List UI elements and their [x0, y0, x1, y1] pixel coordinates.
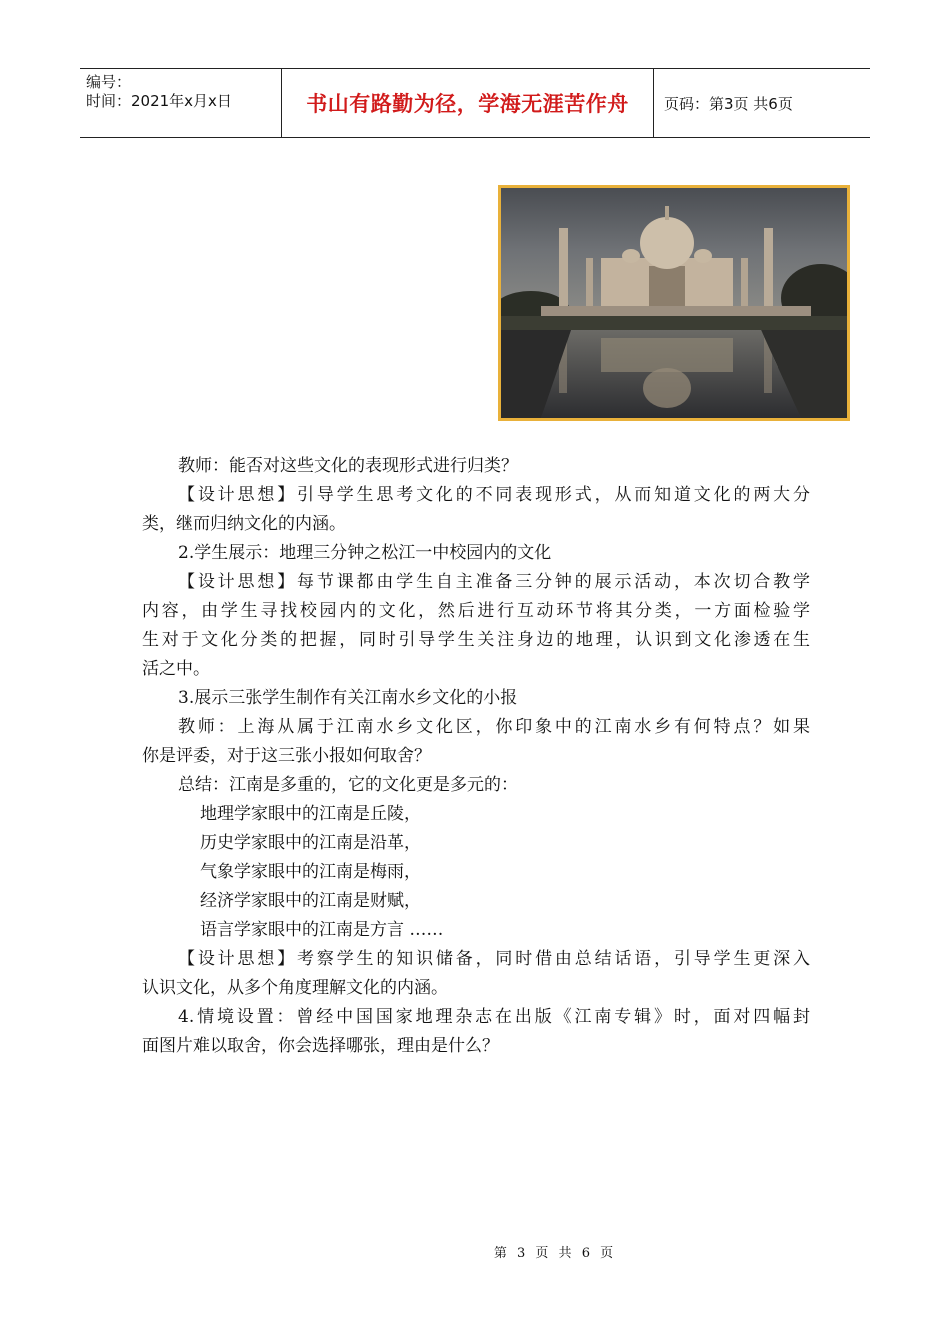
taj-mahal-illustration [501, 188, 847, 418]
document-number-label: 编号： [86, 73, 132, 91]
page-header [80, 68, 870, 138]
text-line: 2.学生展示：地理三分钟之松江一中校园内的文化 [178, 543, 552, 563]
text-line: 认识文化，从多个角度理解文化的内涵。 [142, 978, 448, 998]
text-line: 气象学家眼中的江南是梅雨， [200, 862, 421, 882]
header-motto-cell [282, 69, 654, 137]
page-footer: 第 3 页 共 6 页 [493, 1246, 617, 1261]
header-page-cell [654, 69, 870, 137]
header-page-label: 页码：第3页 共6页 [664, 94, 793, 113]
taj-mahal-photo [498, 185, 850, 421]
body-text [142, 452, 810, 1061]
text-line: 内容，由学生寻找校园内的文化，然后进行互动环节将其分类，一方面检验学 [142, 601, 810, 621]
document-time-label: 时间：2021年x月x日 [86, 92, 232, 110]
text-line: 生对于文化分类的把握，同时引导学生关注身边的地理，认识到文化渗透在生 [142, 630, 810, 650]
text-line: 历史学家眼中的江南是沿革， [200, 833, 421, 853]
text-line: 3.展示三张学生制作有关江南水乡文化的小报 [178, 688, 518, 708]
text-line: 经济学家眼中的江南是财赋， [200, 891, 421, 911]
text-line: 【设计思想】每节课都由学生自主准备三分钟的展示活动，本次切合教学 [178, 572, 810, 592]
text-line: 【设计思想】引导学生思考文化的不同表现形式，从而知道文化的两大分 [178, 485, 810, 505]
text-line: 面图片难以取舍，你会选择哪张，理由是什么？ [142, 1036, 499, 1056]
text-line: 类，继而归纳文化的内涵。 [142, 514, 346, 534]
text-line: 你是评委，对于这三张小报如何取舍？ [142, 746, 431, 766]
text-line: 4.情境设置：曾经中国国家地理杂志在出版《江南专辑》时，面对四幅封 [178, 1007, 810, 1027]
text-line: 地理学家眼中的江南是丘陵， [200, 804, 421, 824]
header-meta-cell [80, 69, 282, 137]
text-line: 活之中。 [142, 659, 210, 679]
text-line: 【设计思想】考察学生的知识储备，同时借由总结话语，引导学生更深入 [178, 949, 810, 969]
header-motto: 书山有路勤为径，学海无涯苦作舟 [306, 92, 629, 116]
text-line: 总结：江南是多重的，它的文化更是多元的： [178, 775, 518, 795]
text-line: 教师：能否对这些文化的表现形式进行归类？ [178, 456, 518, 476]
text-line: 语言学家眼中的江南是方言 …… [200, 920, 444, 940]
text-line: 教师：上海从属于江南水乡文化区，你印象中的江南水乡有何特点？如果 [178, 717, 810, 737]
